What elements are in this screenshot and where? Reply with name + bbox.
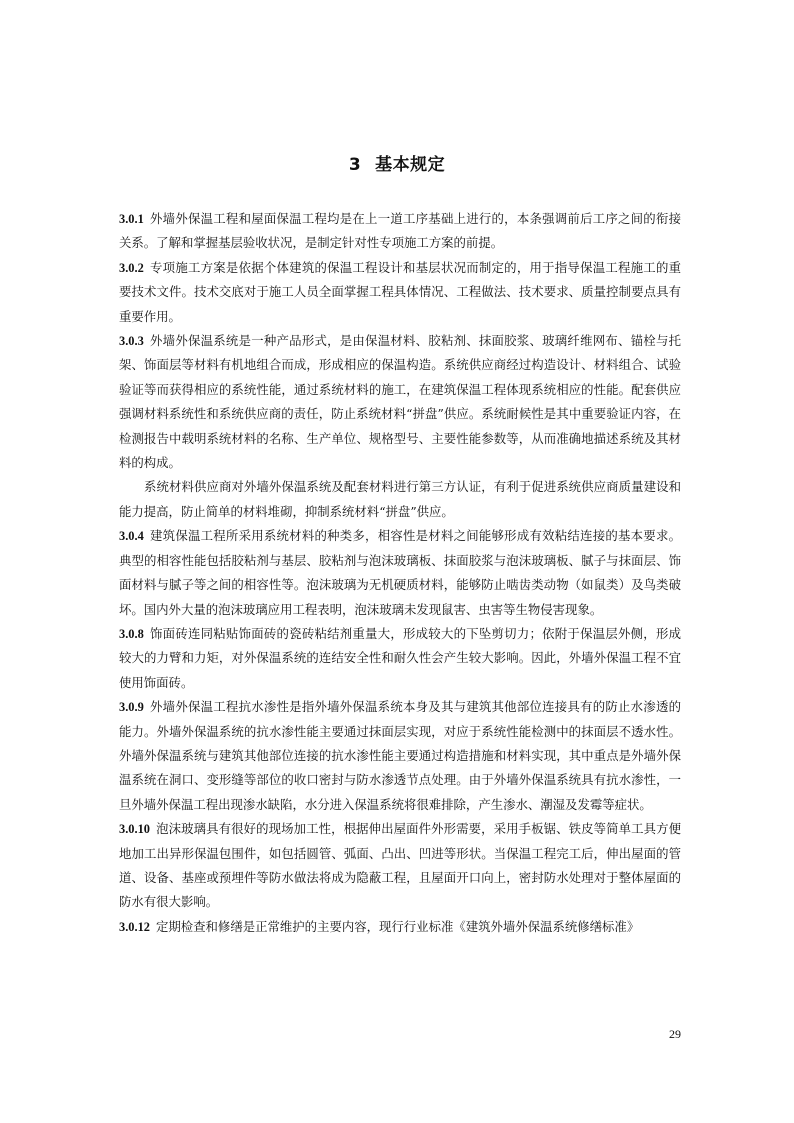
clause-text: 外墙外保温工程抗水渗性是指外墙外保温系统本身及其与建筑其他部位连接具有的防止水渗透的能力。外墙外保温系统的抗水渗性能主要通过抹面层实现，对应于系统性能检测中的抹面层不透水性。外墙外保温系统与建筑其他部位连接的抗水渗性能主要通过构造措施和材料实现，其中重点是外墙外保温系统在洞口、变形缝等部位的收口密封与防水渗透节点处理。由于外墙外保温系统具有抗水渗性，一旦外墙外保温工程出现渗水缺陷，水分进入保温系统将很难排除，产生渗水、潮湿及发霉等症状。 — [119, 699, 681, 812]
clause-number: 3.0.4 — [119, 529, 144, 544]
clause-number: 3.0.2 — [119, 260, 144, 275]
clause-3-0-10 — [119, 817, 681, 915]
clause-3-0-1 — [119, 207, 681, 256]
clause-text: 饰面砖连同粘贴饰面砖的瓷砖粘结剂重量大，形成较大的下坠剪切力；依附于保温层外侧，形成较大的力臂和力矩，对外保温系统的连结安全性和耐久性会产生较大影响。因此，外墙外保温工程不宜使用饰面砖。 — [119, 625, 681, 690]
clause-number: 3.0.9 — [119, 700, 144, 715]
clause-text: 外墙外保温工程和屋面保温工程均是在上一道工序基础上进行的，本条强调前后工序之间的衔接关系。了解和掌握基层验收状况，是制定针对性专项施工方案的前提。 — [119, 211, 681, 251]
clause-number: 3.0.8 — [119, 626, 144, 641]
clause-text: 泡沫玻璃具有很好的现场加工性，根据伸出屋面件外形需要，采用手板锯、铁皮等简单工具方便地加工出异形保温包围件，如包括圆管、弧面、凸出、凹进等形状。当保温工程完工后，伸出屋面的管道、设备、基座或预埋件等防水做法将成为隐蔽工程，且屋面开口向上，密封防水处理对于整体屋面的防水有很大影响。 — [119, 821, 681, 910]
body-text — [119, 207, 681, 939]
clause-text: 建筑保温工程所采用系统材料的种类多，相容性是材料之间能够形成有效粘结连接的基本要求。典型的相容性能包括胶粘剂与基层、胶粘剂与泡沫玻璃板、抹面胶浆与泡沫玻璃板、腻子与抹面层、饰面材料与腻子等之间的相容性等。泡沫玻璃为无机硬质材料，能够防止啮齿类动物（如鼠类）及鸟类破坏。国内外大量的泡沫玻璃应用工程表明，泡沫玻璃未发现鼠害、虫害等生物侵害现象。 — [119, 528, 681, 617]
clause-number: 3.0.3 — [119, 334, 144, 349]
clause-3-0-4 — [119, 524, 681, 622]
clause-3-0-2 — [119, 256, 681, 329]
clause-3-0-12 — [119, 915, 681, 939]
clause-3-0-3-continuation — [119, 475, 681, 524]
clause-number: 3.0.12 — [119, 919, 150, 934]
clause-text: 外墙外保温系统是一种产品形式，是由保温材料、胶粘剂、抹面胶浆、玻璃纤维网布、锚栓与托架、饰面层等材料有机地组合而成，形成相应的保温构造。系统供应商经过构造设计、材料组合、试验验证等而获得相应的系统性能，通过系统材料的施工，在建筑保温工程体现系统相应的性能。配套供应强调材料系统性和系统供应商的责任，防止系统材料“拼盘”供应。系统耐候性是其中重要验证内容，在检测报告中载明系统材料的名称、生产单位、规格型号、主要性能参数等，从而准确地描述系统及其材料的构成。 — [119, 333, 681, 471]
section-title: 基本规定 — [375, 155, 446, 175]
clause-text: 系统材料供应商对外墙外保温系统及配套材料进行第三方认证，有利于促进系统供应商质量建设和能力提高，防止简单的材料堆砌，抑制系统材料“拼盘”供应。 — [119, 479, 681, 519]
clause-3-0-8 — [119, 622, 681, 695]
clause-number: 3.0.1 — [119, 212, 144, 226]
page-number: 29 — [669, 1027, 681, 1041]
clause-3-0-3 — [119, 329, 681, 475]
section-number: 3 — [348, 155, 362, 175]
clause-text: 专项施工方案是依据个体建筑的保温工程设计和基层状况而制定的，用于指导保温工程施工的重要技术文件。技术交底对于施工人员全面掌握工程具体情况、工程做法、技术要求、质量控制要点具有重要作用。 — [119, 259, 681, 324]
clause-number: 3.0.10 — [119, 822, 150, 837]
clause-text: 定期检查和修缮是正常维护的主要内容，现行行业标准《建筑外墙外保温系统修缮标准》 — [155, 918, 640, 934]
clause-3-0-9 — [119, 695, 681, 817]
section-heading — [0, 150, 794, 175]
